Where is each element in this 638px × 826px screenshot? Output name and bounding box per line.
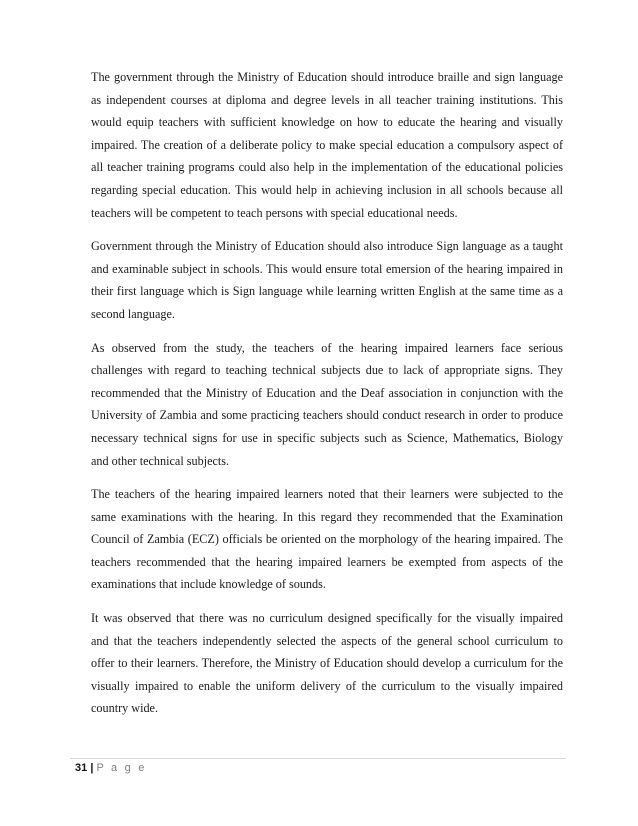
text-line: The government through the Ministry of Education should introduce braille and sign language xyxy=(91,70,563,84)
text-line: teachers will be competent to teach persons with special educational needs. xyxy=(91,205,458,220)
text-line: and that the teachers independently selected the aspects of the general school curriculum to xyxy=(91,633,563,648)
text-line: As observed from the study, the teachers of the hearing impaired learners face serious xyxy=(91,340,563,355)
text-line: and examinable subject in schools. This would ensure total emersion of the hearing impaired in xyxy=(91,261,563,276)
text-line: Government through the Ministry of Education should also introduce Sign language as a taught xyxy=(91,239,563,254)
text-line: country wide. xyxy=(91,701,159,716)
footer-separator: | xyxy=(90,762,94,774)
text-line: teachers recommended that the hearing impaired learners be exempted from aspects of the xyxy=(91,554,563,569)
text-line: offer to their learners. Therefore, the Ministry of Education should develop a curriculum for the xyxy=(91,656,563,671)
page-number: 31 xyxy=(75,762,88,774)
page-label: P a g e xyxy=(96,762,147,774)
text-line: It was observed that there was no curriculum designed specifically for the visually impaired xyxy=(91,611,563,626)
text-line: all teacher training programs could also help in the implementation of the educational policies xyxy=(91,160,563,175)
text-line: recommended that the Ministry of Education and the Deaf association in conjunction with the xyxy=(91,385,563,400)
paragraph-visually-impaired-curriculum xyxy=(91,607,563,720)
paragraph-technical-signs xyxy=(91,337,563,473)
text-line: challenges with regard to teaching technical subjects due to lack of appropriate signs. They xyxy=(91,363,563,378)
paragraph-sign-language-subject xyxy=(91,235,563,325)
text-line: regarding special education. This would help in achieving inclusion in all schools because all xyxy=(91,182,563,197)
text-line: examinations that include knowledge of sounds. xyxy=(91,577,326,592)
text-line: necessary technical signs for use in specific subjects such as Science, Mathematics, Biology xyxy=(91,430,563,445)
text-line: their first language which is Sign language while learning written English at the same time as a xyxy=(91,284,563,299)
text-line: visually impaired to enable the uniform delivery of the curriculum to the visually impaired xyxy=(91,678,563,693)
text-line: University of Zambia and some practicing teachers should conduct research in order to produce xyxy=(91,408,563,423)
text-line: impaired. The creation of a deliberate policy to make special education a compulsory aspect of xyxy=(91,137,563,152)
page-footer xyxy=(75,761,147,775)
text-line: same examinations with the hearing. In this regard they recommended that the Examination xyxy=(91,509,563,524)
text-line: would equip teachers with sufficient knowledge on how to educate the hearing and visually xyxy=(91,115,563,130)
text-line: as independent courses at diploma and degree levels in all teacher training institutions. This xyxy=(91,92,563,107)
text-line: second language. xyxy=(91,306,175,321)
paragraph-braille-sign-courses xyxy=(91,66,563,224)
text-line: The teachers of the hearing impaired learners noted that their learners were subjected to the xyxy=(91,487,563,502)
footer-divider xyxy=(70,758,566,759)
text-line: Council of Zambia (ECZ) officials be oriented on the morphology of the hearing impaired. The xyxy=(91,532,563,547)
paragraph-examinations xyxy=(91,483,563,596)
body-text xyxy=(91,66,563,731)
text-line: and other technical subjects. xyxy=(91,453,230,468)
